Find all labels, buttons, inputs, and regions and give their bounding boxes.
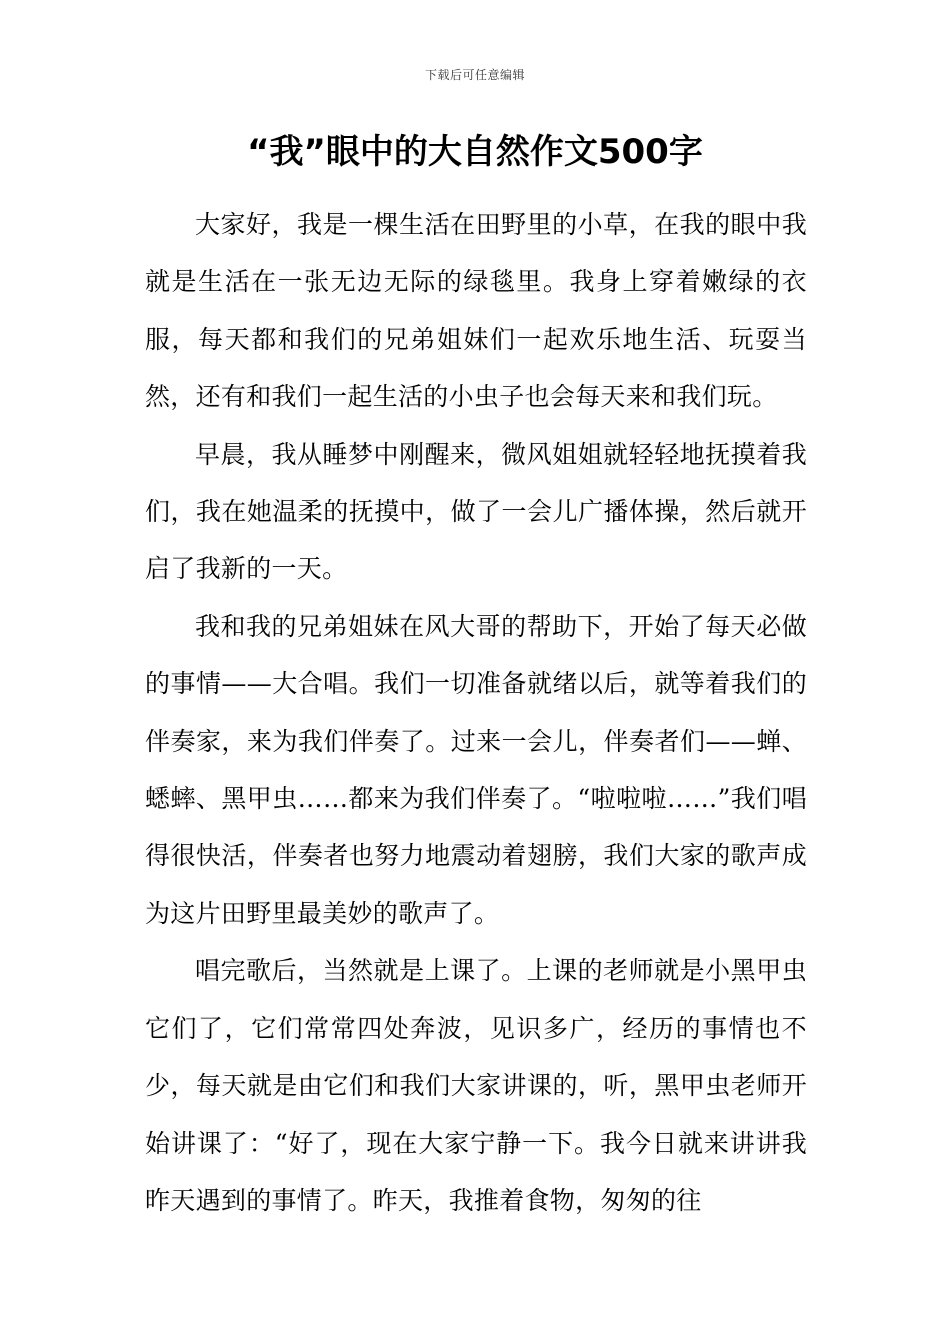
paragraph: 唱完歌后，当然就是上课了。上课的老师就是小黑甲虫它们了，它们常常四处奔波，见识多广，经历的事情也不少，每天就是由它们和我们大家讲课的，听，黑甲虫老师开始讲课了：“好了，现在大家宁静一下。我今日就来讲讲我昨天遇到的事情了。昨天，我推着食物，匆匆的往 [145,956,807,1215]
paragraph: 我和我的兄弟姐妹在风大哥的帮助下，开始了每天必做的事情——大合唱。我们一切准备就绪以后，就等着我们的伴奏家，来为我们伴奏了。过来一会儿，伴奏者们——蝉、蟋蟀、黑甲虫……都来为我们伴奏了。“啦啦啦……”我们唱得很快活，伴奏者也努力地震动着翅膀，我们大家的歌声成为这片田野里最美妙的歌声了。 [145,611,807,928]
paragraph: 早晨，我从睡梦中刚醒来，微风姐姐就轻轻地抚摸着我们，我在她温柔的抚摸中，做了一会儿广播体操，然后就开启了我新的一天。 [145,439,807,584]
paragraph: 大家好，我是一棵生活在田野里的小草，在我的眼中我就是生活在一张无边无际的绿毯里。我身上穿着嫩绿的衣服，每天都和我们的兄弟姐妹们一起欢乐地生活、玩耍当然，还有和我们一起生活的小虫子也会每天来和我们玩。 [145,210,807,412]
document-body [145,196,807,1229]
document-title: “我”眼中的大自然作文500字 [247,132,703,172]
header-note: 下载后可任意编辑 [424,68,525,82]
